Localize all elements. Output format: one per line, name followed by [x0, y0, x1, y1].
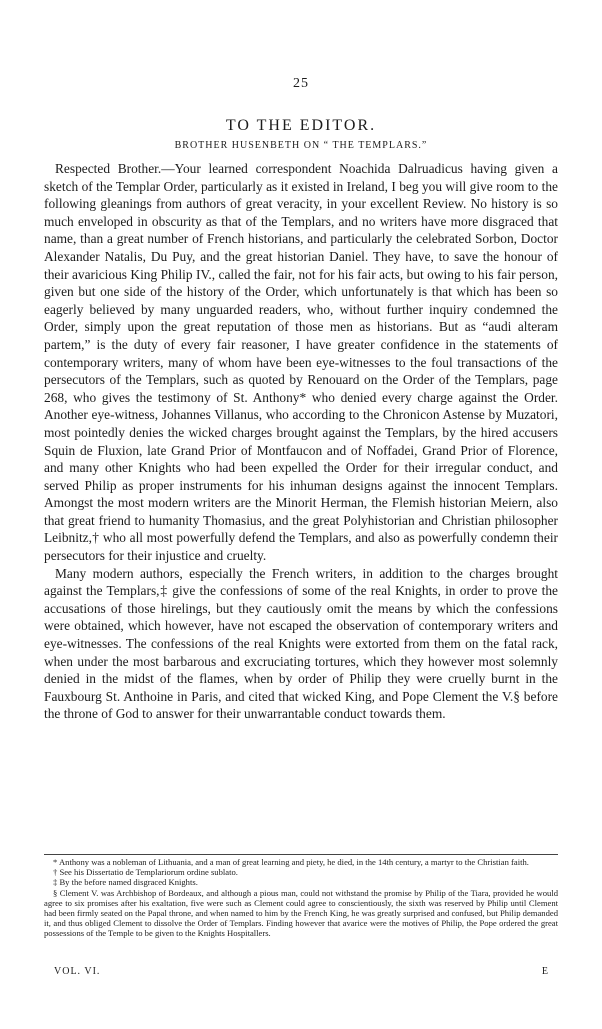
volume-label: VOL. VI. [54, 966, 101, 977]
body-paragraph: Respected Brother.—Your learned correspondent Noachida Dalruadicus having given a sketch of the Templar Order, particularly as it existed in Ireland, I beg you will give room to the following gleanings from authors of great veracity, in your excellent Review. No history is so much enveloped in obscurity as that of the Templars, and no writers have more disgraced that name, than a great number of French historians, and particularly the celebrated Sorbon, Doctor Alexander Natalis, Du Puy, and the great historian Daniel. They have, to save the honour of their avaricious King Philip IV., called the fair, not for his fair acts, but owing to his fair person, given but one side of the history of the Order, which unfortunately is that which has been so eagerly believed by many unguarded readers, who, without further inquiry condemned the Order, simply upon the great reputation of those men as historians. But as “audi alteram partem,” is the duty of every fair reasoner, I have greater confidence in the statements of contemporary writers, many of whom have been eye-witnesses to the foul transactions of the persecutors of the Templars, such as quoted by Renouard on the Order of the Templars, page 268, who gives the testimony of St. Anthony* who denied every charge against the Order. Another eye-witness, Johannes Villanus, who according to the Chronicon Astense by Muzatori, most pointedly denies the wicked charges brought against the Templars, by the hired accusers Squin de Fluxion, late Grand Prior of Montfaucon and of Noffadei, Grand Prior of Florence, and many other Knights who had been expelled the Order for their irregular conduct, and served Philip as proper instruments for his inhuman designs against the innocent Templars. Amongst the most modern writers are the Minorit Herman, the Flemish historian Meiern, also that great friend to humanity Thomasius, and the great Polyhistorian and Christian philosopher Leibnitz,† who all most powerfully defend the Templars, and also as powerfully condemn their persecutors for their injustice and cruelty. [44, 161, 558, 564]
footnote: * Anthony was a nobleman of Lithuania, and a man of great learning and piety, he died, in the 14th century, a martyr to the Christian faith. [53, 857, 529, 867]
page-subtitle: BROTHER HUSENBETH ON “ THE TEMPLARS.” [174, 140, 428, 151]
body-paragraph: Many modern authors, especially the French writers, in addition to the charges brought against the Templars,‡ give the confessions of some of the real Knights, in order to prove the accusations of those hirelings, but they cautiously omit the means by which the confessions were obtained, which however, have not escaped the observation of contemporary writers and eye-witnesses. The confessions of the real Knights were extorted from them on the fatal rack, when under the most barbarous and excruciating tortures, which they however most solemnly denied in the midst of the flames, when by order of Philip they were cruelly burnt in the Fauxbourg St. Anthoine in Paris, and cited that wicked King, and Pope Clement the V.§ before the throne of God to answer for their unwarrantable conduct towards them. [44, 565, 558, 722]
footnote: § Clement V. was Archbishop of Bordeaux, and although a pious man, could not withstand the promise by Philip of the Tiara, provided he would agree to six promises after his exaltation, five were such as Clement could agree to conscientiously, the sixth was reserved by Philip until Clement had been firmly seated on the Papal throne, and when named to him by the French King, he was greatly surprised and confused, but Philip demanded it, and thus obliged Clement to dissolve the Order of Templars. Finding however that avarice were the motives of Philip, the Pope ordered the great possessions of the Temple to be given to the Knights Hospitallers. [44, 887, 558, 939]
article-body [44, 160, 558, 723]
signature-mark: E [541, 966, 548, 977]
footnote: † See his Dissertatio de Templariorum ordine sublato. [53, 867, 238, 878]
signature-line [54, 966, 548, 977]
footnote-divider [44, 854, 558, 855]
page-number: 25 [293, 76, 309, 91]
footnotes [44, 857, 558, 939]
footnote: ‡ By the before named disgraced Knights. [53, 877, 198, 888]
page-title: TO THE EDITOR. [225, 117, 377, 134]
